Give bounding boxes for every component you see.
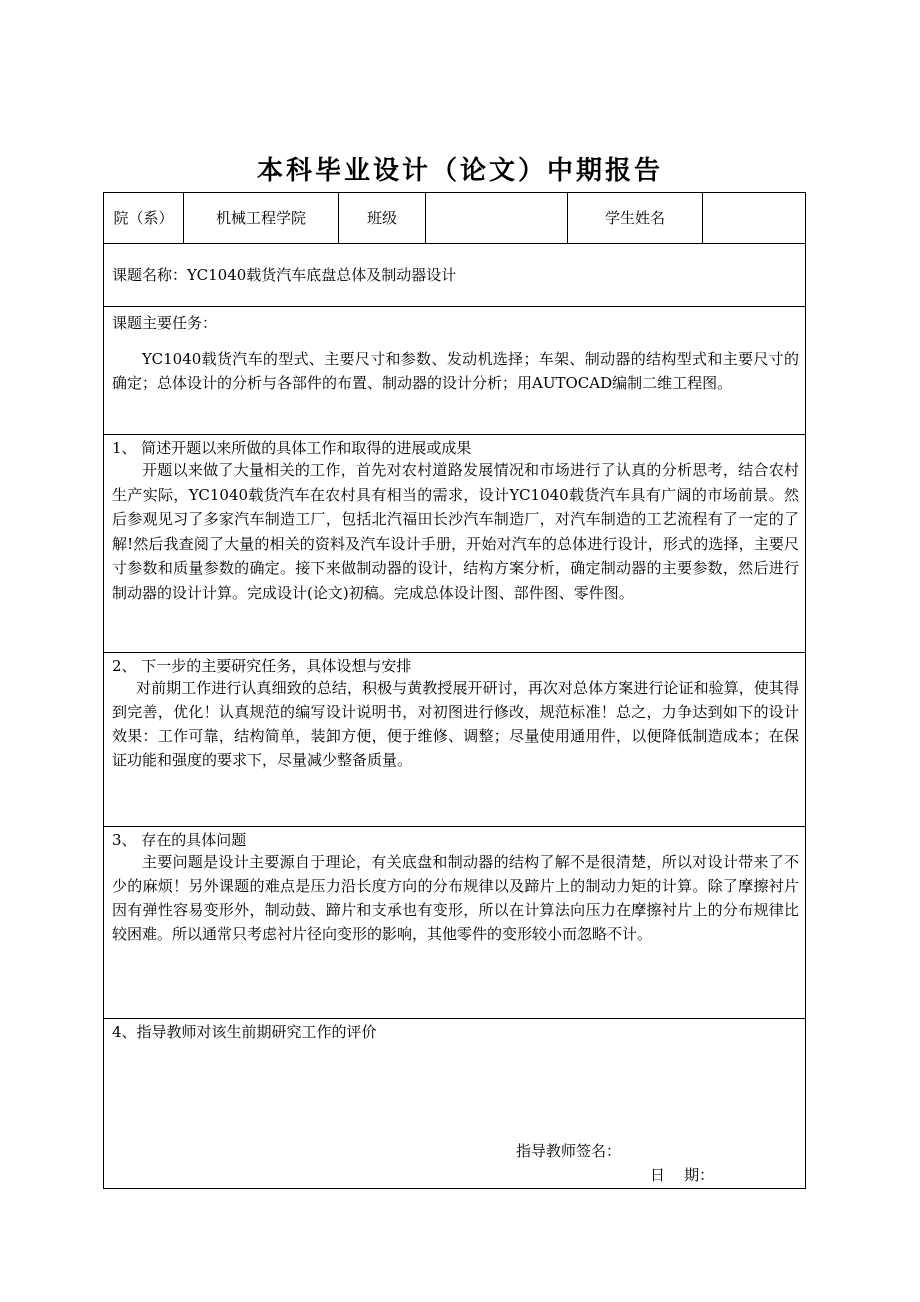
header-row [104,193,806,244]
topic-text: 课题名称：YC1040载货汽车底盘总体及制动器设计 [112,266,457,284]
section3-cell [104,827,806,1019]
advisor-signature-label: 指导教师签名： [516,1142,622,1160]
section1-cell [104,435,806,653]
report-table [103,192,806,1189]
dept-label: 院（系） [104,193,184,244]
tasks-body: YC1040载货汽车的型式、主要尺寸和参数、发动机选择；车架、制动器的结构型式和主要尺寸的确定；总体设计的分析与各部件的布置、制动器的设计分析；用AUTOCAD编制二维工程图。 [112,350,799,392]
section1-body: 开题以来做了大量相关的工作，首先对农村道路发展情况和市场进行了认真的分析思考，结合农村生产实际，YC1040载货汽车在农村具有相当的需求，设计YC1040载货汽车具有广阔的市场前景。然后参观见习了多家汽车制造工厂，包括北汽福田长沙汽车制造厂，对汽车制造的工艺流程有了一定的了解!然后我查阅了大量的相关的资料及汽车设计手册，开始对汽车的总体进行设计，形式的选择，主要尺寸参数和质量参数的确定。接下来做制动器的设计，结构方案分析，确定制动器的主要参数，然后进行制动器的设计计算。完成设计(论文)初稿。完成总体设计图、部件图、零件图。 [112,461,799,602]
section1-row [104,435,806,653]
class-value [426,193,568,244]
tasks-cell [104,307,806,435]
section4-heading: 4、指导教师对该生前期研究工作的评价 [112,1023,377,1041]
section3-row [104,827,806,1019]
section1-heading: 1、 简述开题以来所做的具体工作和取得的进展或成果 [112,439,472,457]
class-label: 班级 [339,193,426,244]
topic-cell [104,244,806,307]
section3-body: 主要问题是设计主要源自于理论，有关底盘和制动器的结构了解不是很清楚，所以对设计带来了不少的麻烦！另外课题的难点是压力沿长度方向的分布规律以及蹄片上的制动力矩的计算。除了摩擦衬片因有弹性容易变形外，制动鼓、蹄片和支承也有变形，所以在计算法向压力在摩擦衬片上的分布规律比较困难。所以通常只考虑衬片径向变形的影响，其他零件的变形较小而忽略不计。 [112,853,799,943]
student-name-value [703,193,806,244]
section2-body: 对前期工作进行认真细致的总结，积极与黄教授展开研讨，再次对总体方案进行论证和验算，使其得到完善，优化！认真规范的编写设计说明书，对初图进行修改，规范标准！总之，力争达到如下的设计效果：工作可靠，结构简单，装卸方便，便于维修、调整；尽量使用通用件，以便降低制造成本；在保证功能和强度的要求下，尽量减少整备质量。 [112,679,799,769]
student-name-label: 学生姓名 [568,193,703,244]
document-title: 本科毕业设计（论文）中期报告 [256,156,663,186]
dept-value: 机械工程学院 [184,193,339,244]
section4-cell [104,1019,806,1189]
section4-row [104,1019,806,1189]
section2-row [104,653,806,827]
tasks-heading: 课题主要任务： [112,314,218,332]
section2-heading: 2、 下一步的主要研究任务，具体设想与安排 [112,657,412,675]
tasks-row [104,307,806,435]
section2-cell [104,653,806,827]
topic-row [104,244,806,307]
date-label: 日 期： [650,1166,715,1184]
section3-heading: 3、 存在的具体问题 [112,831,247,849]
